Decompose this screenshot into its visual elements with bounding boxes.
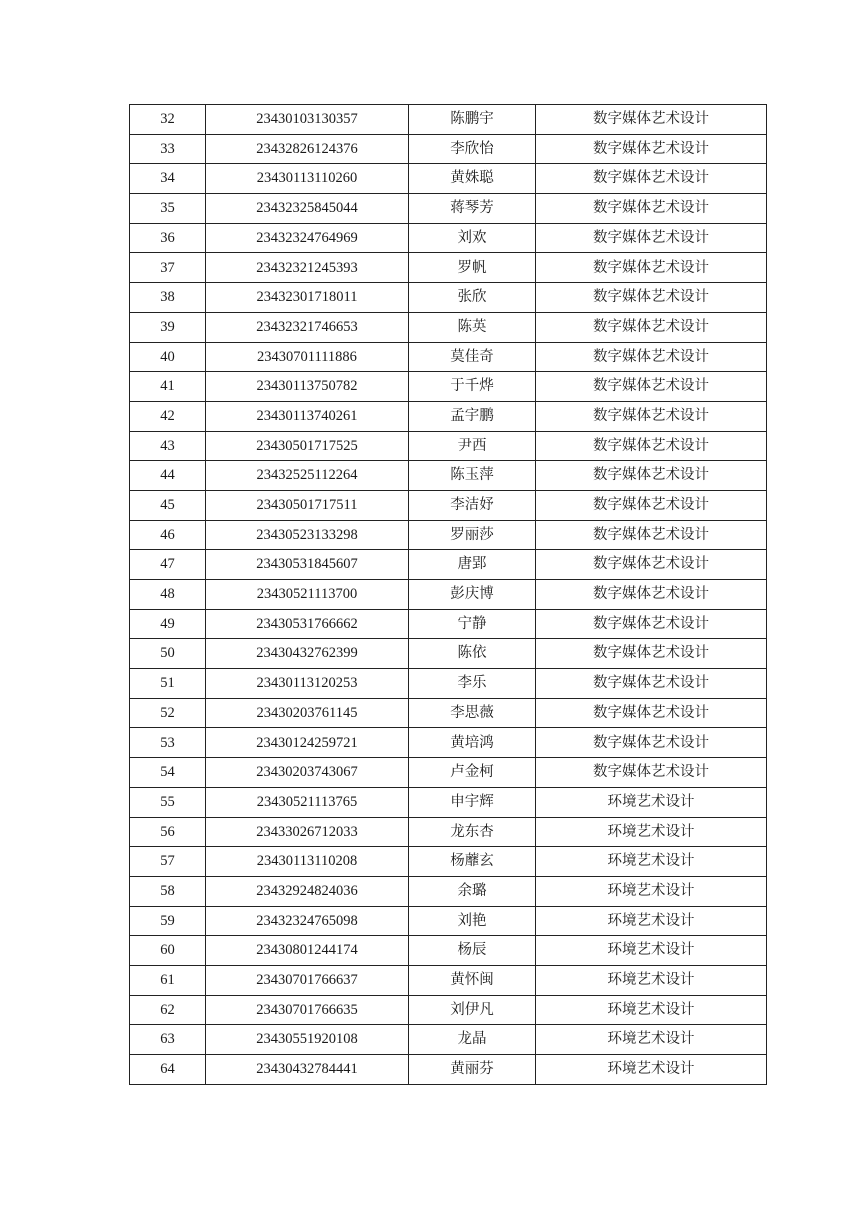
id-cell: 23430551920108 [206,1025,409,1055]
name-cell: 尹西 [409,431,536,461]
id-cell: 23432324765098 [206,906,409,936]
id-cell: 23433026712033 [206,817,409,847]
seq-cell: 53 [130,728,206,758]
seq-cell: 46 [130,520,206,550]
seq-cell: 57 [130,847,206,877]
table-row [130,728,767,758]
major-cell: 数字媒体艺术设计 [536,253,767,283]
name-cell: 余璐 [409,876,536,906]
id-cell: 23432826124376 [206,134,409,164]
seq-cell: 39 [130,312,206,342]
table-row [130,401,767,431]
seq-cell: 37 [130,253,206,283]
seq-cell: 33 [130,134,206,164]
major-cell: 环境艺术设计 [536,1025,767,1055]
name-cell: 刘伊凡 [409,995,536,1025]
name-cell: 黄培鸿 [409,728,536,758]
name-cell: 于千烨 [409,372,536,402]
table-row [130,906,767,936]
id-cell: 23432525112264 [206,461,409,491]
id-cell: 23430432784441 [206,1055,409,1085]
major-cell: 数字媒体艺术设计 [536,312,767,342]
seq-cell: 56 [130,817,206,847]
major-cell: 环境艺术设计 [536,817,767,847]
seq-cell: 61 [130,965,206,995]
seq-cell: 34 [130,164,206,194]
major-cell: 环境艺术设计 [536,965,767,995]
major-cell: 数字媒体艺术设计 [536,550,767,580]
id-cell: 23430701111886 [206,342,409,372]
table-row [130,550,767,580]
table-row [130,312,767,342]
table-row [130,223,767,253]
name-cell: 龙东杏 [409,817,536,847]
major-cell: 数字媒体艺术设计 [536,164,767,194]
id-cell: 23430801244174 [206,936,409,966]
id-cell: 23430523133298 [206,520,409,550]
seq-cell: 44 [130,461,206,491]
major-cell: 数字媒体艺术设计 [536,194,767,224]
id-cell: 23430701766635 [206,995,409,1025]
name-cell: 彭庆博 [409,580,536,610]
name-cell: 莫佳奇 [409,342,536,372]
name-cell: 卢金柯 [409,758,536,788]
major-cell: 数字媒体艺术设计 [536,758,767,788]
seq-cell: 47 [130,550,206,580]
table-row [130,372,767,402]
seq-cell: 42 [130,401,206,431]
major-cell: 数字媒体艺术设计 [536,490,767,520]
name-cell: 唐郢 [409,550,536,580]
name-cell: 杨辰 [409,936,536,966]
major-cell: 数字媒体艺术设计 [536,669,767,699]
major-cell: 数字媒体艺术设计 [536,431,767,461]
table-row [130,787,767,817]
major-cell: 环境艺术设计 [536,876,767,906]
major-cell: 数字媒体艺术设计 [536,401,767,431]
id-cell: 23432325845044 [206,194,409,224]
id-cell: 23432924824036 [206,876,409,906]
major-cell: 数字媒体艺术设计 [536,520,767,550]
table-row [130,461,767,491]
id-cell: 23430501717525 [206,431,409,461]
major-cell: 数字媒体艺术设计 [536,639,767,669]
id-cell: 23432321746653 [206,312,409,342]
name-cell: 李思薇 [409,698,536,728]
table-row [130,253,767,283]
table-row [130,580,767,610]
table-row [130,105,767,135]
major-cell: 数字媒体艺术设计 [536,698,767,728]
name-cell: 黄丽芬 [409,1055,536,1085]
table-row [130,995,767,1025]
seq-cell: 41 [130,372,206,402]
id-cell: 23430701766637 [206,965,409,995]
id-cell: 23430113740261 [206,401,409,431]
id-cell: 23430521113700 [206,580,409,610]
id-cell: 23432301718011 [206,283,409,313]
id-cell: 23430113110208 [206,847,409,877]
table-row [130,164,767,194]
major-cell: 环境艺术设计 [536,995,767,1025]
name-cell: 李乐 [409,669,536,699]
major-cell: 数字媒体艺术设计 [536,609,767,639]
id-cell: 23430203743067 [206,758,409,788]
seq-cell: 49 [130,609,206,639]
major-cell: 环境艺术设计 [536,787,767,817]
table-row [130,134,767,164]
seq-cell: 51 [130,669,206,699]
seq-cell: 50 [130,639,206,669]
name-cell: 陈鹏宇 [409,105,536,135]
id-cell: 23430113110260 [206,164,409,194]
seq-cell: 35 [130,194,206,224]
table-row [130,936,767,966]
name-cell: 杨蘼玄 [409,847,536,877]
name-cell: 罗帆 [409,253,536,283]
seq-cell: 52 [130,698,206,728]
name-cell: 李洁妤 [409,490,536,520]
seq-cell: 36 [130,223,206,253]
major-cell: 数字媒体艺术设计 [536,223,767,253]
id-cell: 23430531766662 [206,609,409,639]
seq-cell: 63 [130,1025,206,1055]
id-cell: 23430501717511 [206,490,409,520]
seq-cell: 62 [130,995,206,1025]
seq-cell: 54 [130,758,206,788]
roster-body [130,105,767,1085]
name-cell: 黄怀闽 [409,965,536,995]
name-cell: 刘艳 [409,906,536,936]
major-cell: 数字媒体艺术设计 [536,580,767,610]
major-cell: 环境艺术设计 [536,906,767,936]
id-cell: 23430203761145 [206,698,409,728]
seq-cell: 32 [130,105,206,135]
name-cell: 宁静 [409,609,536,639]
major-cell: 数字媒体艺术设计 [536,728,767,758]
id-cell: 23430531845607 [206,550,409,580]
name-cell: 罗丽莎 [409,520,536,550]
major-cell: 数字媒体艺术设计 [536,372,767,402]
table-row [130,194,767,224]
table-row [130,1055,767,1085]
name-cell: 蒋琴芳 [409,194,536,224]
table-row [130,342,767,372]
table-row [130,1025,767,1055]
name-cell: 张欣 [409,283,536,313]
seq-cell: 40 [130,342,206,372]
table-row [130,669,767,699]
seq-cell: 45 [130,490,206,520]
name-cell: 陈依 [409,639,536,669]
id-cell: 23432321245393 [206,253,409,283]
table-row [130,965,767,995]
table-row [130,847,767,877]
table-row [130,758,767,788]
table-row [130,609,767,639]
major-cell: 环境艺术设计 [536,936,767,966]
major-cell: 数字媒体艺术设计 [536,105,767,135]
table-row [130,817,767,847]
name-cell: 陈玉萍 [409,461,536,491]
name-cell: 刘欢 [409,223,536,253]
id-cell: 23430521113765 [206,787,409,817]
table-row [130,283,767,313]
major-cell: 数字媒体艺术设计 [536,342,767,372]
seq-cell: 43 [130,431,206,461]
table-row [130,698,767,728]
major-cell: 数字媒体艺术设计 [536,461,767,491]
name-cell: 龙晶 [409,1025,536,1055]
id-cell: 23430432762399 [206,639,409,669]
major-cell: 环境艺术设计 [536,847,767,877]
id-cell: 23432324764969 [206,223,409,253]
table-row [130,639,767,669]
student-roster-table [129,104,767,1085]
name-cell: 申宇辉 [409,787,536,817]
table-row [130,876,767,906]
seq-cell: 64 [130,1055,206,1085]
id-cell: 23430113120253 [206,669,409,699]
seq-cell: 55 [130,787,206,817]
name-cell: 陈英 [409,312,536,342]
major-cell: 环境艺术设计 [536,1055,767,1085]
seq-cell: 59 [130,906,206,936]
seq-cell: 38 [130,283,206,313]
id-cell: 23430124259721 [206,728,409,758]
major-cell: 数字媒体艺术设计 [536,283,767,313]
seq-cell: 58 [130,876,206,906]
id-cell: 23430103130357 [206,105,409,135]
table-row [130,490,767,520]
major-cell: 数字媒体艺术设计 [536,134,767,164]
table-row [130,431,767,461]
seq-cell: 48 [130,580,206,610]
seq-cell: 60 [130,936,206,966]
name-cell: 孟宇鹏 [409,401,536,431]
id-cell: 23430113750782 [206,372,409,402]
name-cell: 黄姝聪 [409,164,536,194]
table-row [130,520,767,550]
name-cell: 李欣怡 [409,134,536,164]
